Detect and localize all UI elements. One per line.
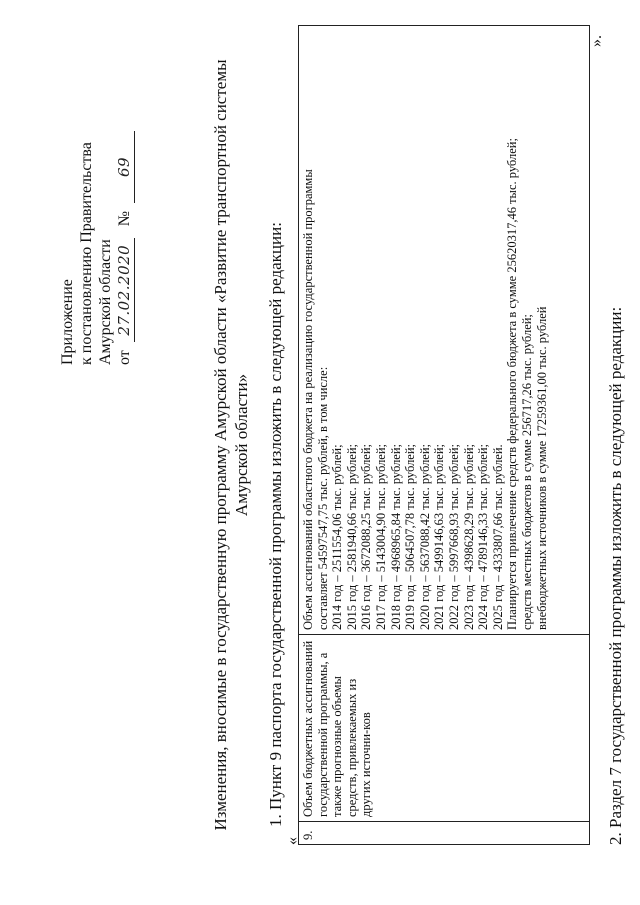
content-line: 2020 год – 5637088,42 тыс. рублей; [417, 443, 432, 630]
content-line: 2022 год – 5997668,93 тыс. рублей; [446, 443, 461, 630]
content-line: 2024 год – 4789146,33 тыс. рублей; [476, 443, 491, 630]
row-number-cell: 9. [299, 822, 590, 845]
content-line: 2023 год – 4398628,29 тыс. рублей; [461, 443, 476, 630]
appendix-title: Приложение [59, 279, 76, 365]
appendix-date-number-row [115, 25, 135, 365]
appendix-header [58, 25, 135, 365]
handwritten-number: 69 [115, 131, 135, 203]
content-line: Планируется привлечение средств федерального бюджета в сумме 25620317,46 тыс. рублей; [505, 138, 520, 630]
content-line: 2018 год – 4968965,84 тыс. рублей; [388, 443, 403, 630]
number-sign: № [116, 210, 133, 227]
content-line: средств местных бюджетов в сумме 256717,26 тыс. рублей; [519, 314, 534, 630]
document-title: Изменения, вносимые в государственную программу Амурской области «Развитие транспортной системы Амурской области» [211, 59, 251, 831]
content-line: внебюджетных источников в сумме 17259361,00 тыс. рублей [534, 306, 549, 630]
content-line: составляет 54597547,75 тыс. рублей, в том числе: [315, 366, 330, 630]
content-line: 2015 год – 2581940,66 тыс. рублей; [344, 443, 359, 630]
appendix-region-line: Амурской области [97, 239, 114, 365]
closing-quote: ». [588, 35, 605, 47]
handwritten-date: 27.02.2020 [115, 238, 135, 342]
from-label: от [116, 350, 133, 365]
row-content-cell [299, 26, 590, 635]
content-line: 2014 год – 2511554,06 тыс. рублей; [330, 444, 345, 630]
appendix-resolution-line: к постановлению Правительства [78, 142, 95, 365]
content-line: 2016 год – 3672088,25 тыс. рублей; [359, 443, 374, 630]
item-2-heading: 2. Раздел 7 государственной программы изложить в следующей редакции: [606, 306, 625, 845]
opening-quote: « [284, 837, 301, 845]
content-line: 2017 год – 5143004,90 тыс. рублей; [373, 443, 388, 630]
passport-table [298, 25, 590, 845]
item-1-heading: 1. Пункт 9 паспорта государственной программы изложить в следующей редакции: [266, 222, 285, 827]
table-row [299, 26, 590, 845]
content-line: Объем ассигнований областного бюджета на реализацию государственной программы [301, 169, 315, 630]
content-line: 2019 год – 5064507,78 тыс. рублей; [403, 443, 418, 630]
row-label-cell: Объем бюджетных ассигнований государственной программы, а также прогнозные объемы средств, привлекаемых из других источни-ков [299, 635, 590, 822]
content-line: 2025 год – 4333807,66 тыс. рублей. [490, 444, 505, 630]
content-line: 2021 год – 5499146,63 тыс. рублей; [432, 443, 447, 630]
